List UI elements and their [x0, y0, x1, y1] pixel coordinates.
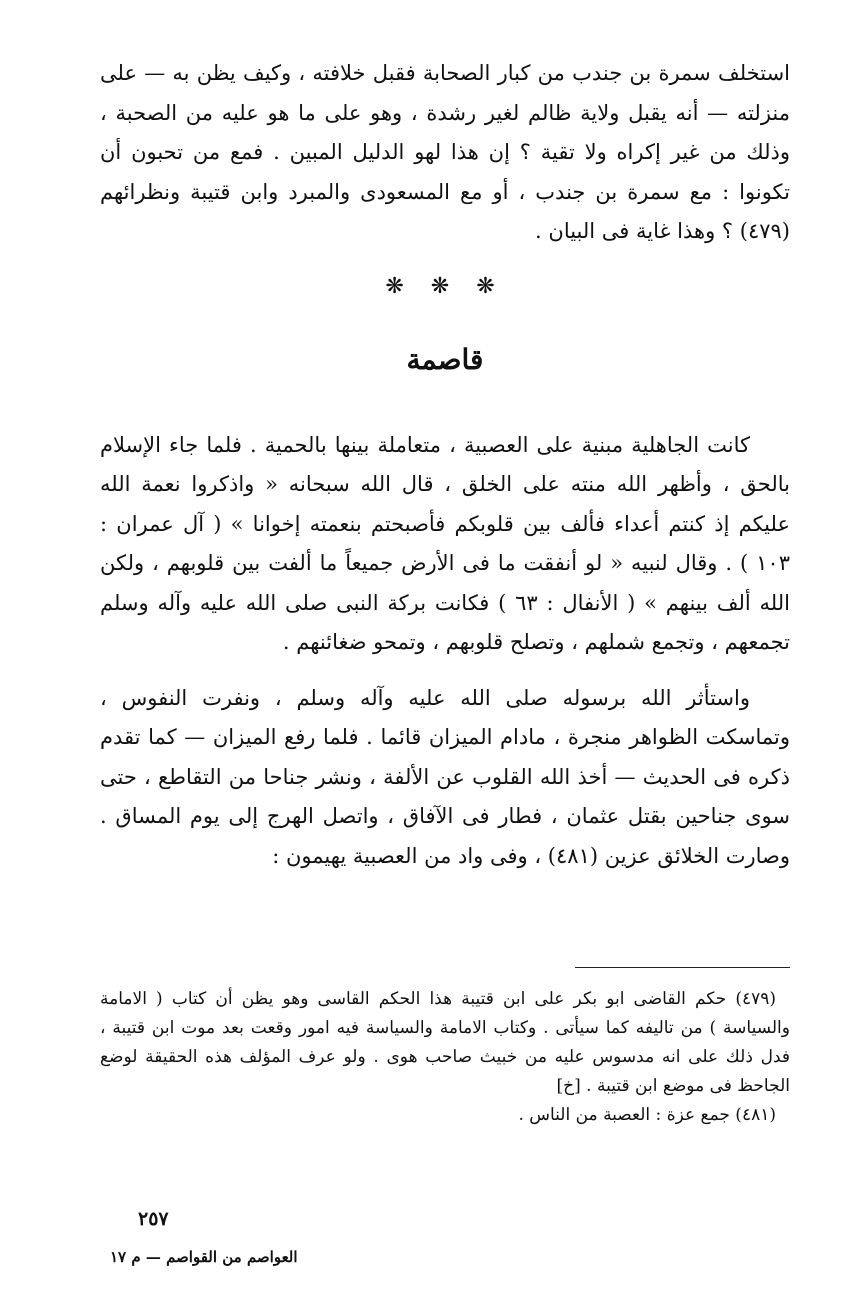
footnote-divider [575, 967, 790, 968]
section-separator: ❋ ❋ ❋ [385, 273, 505, 299]
body-paragraph-1: كانت الجاهلية مبنية على العصبية ، متعاملة بينها بالحمية . فلما جاء الإسلام بالحق ، وأظهر الله منته على الخلق ، قال الله سبحانه « واذكروا نعمة الله عليكم إذ كنتم أعداء فألف بين قلوبكم فأصبحتم بنعمته إخوانا » ( آل عمران : ١٠٣ ) . وقال لنبيه « لو أنفقت ما فى الأرض جميعاً ما ألفت بين قلوبهم ، ولكن الله ألف بينهم » ( الأنفال : ٦٣ ) فكانت بركة النبى صلى الله عليه وآله وسلم تجمعهم ، وتجمع شملهم ، وتصلح قلوبهم ، وتمحو ضغائنهم . [100, 432, 790, 654]
footnotes [100, 985, 790, 1130]
footnote-479: (٤٧٩) حكم القاضى ابو بكر على ابن قتيبة هذا الحكم القاسى وهو يظن أن كتاب ( الامامة والسياسة ) من تاليفه كما سيأتى . وكتاب الامامة والسياسة فيه امور وقعت بعد موت ابن قتيبة ، فدل ذلك على انه مدسوس عليه من خبيث صاحب هوى . ولو عرف المؤلف هذه الحقيقة لوضع الجاحظ فى موضع ابن قتيبة . [خ] [100, 989, 790, 1096]
intro-paragraph: استخلف سمرة بن جندب من كبار الصحابة فقبل خلافته ، وكيف يظن به — على منزلته — أنه يقبل ولاية ظالم لغير رشدة ، وهو على ما هو عليه من الصحبة ، وذلك من غير إكراه ولا تقية ؟ إن هذا لهو الدليل المبين . فمع من تحبون أن تكونوا : مع سمرة بن جندب ، أو مع المسعودى والمبرد وابن قتيبة ونظرائهم (٤٧٩) ؟ وهذا غاية فى البيان . [100, 61, 790, 243]
page-number: ٢٥٧ [138, 1208, 169, 1230]
footnote-481: (٤٨١) جمع عزة : العصبة من الناس . [518, 1105, 776, 1125]
body-paragraph-2: واستأثر الله برسوله صلى الله عليه وآله وسلم ، ونفرت النفوس ، وتماسكت الظواهر منجرة ، مادام الميزان قائما . فلما رفع الميزان — كما تقدم ذكره فى الحديث — أخذ الله القلوب عن الألفة ، ونشر جناحا من التقاطع ، حتى سوى جناحين بقتل عثمان ، فطار فى الآفاق ، واتصل الهرج إلى يوم المساق . وصارت الخلائق عزين (٤٨١) ، وفى واد من العصبية يهيمون : [100, 685, 790, 868]
running-footer: العواصم من القواصم — م ١٧ [110, 1248, 298, 1266]
page-body [100, 54, 790, 876]
section-title: قاصمة [406, 342, 484, 376]
